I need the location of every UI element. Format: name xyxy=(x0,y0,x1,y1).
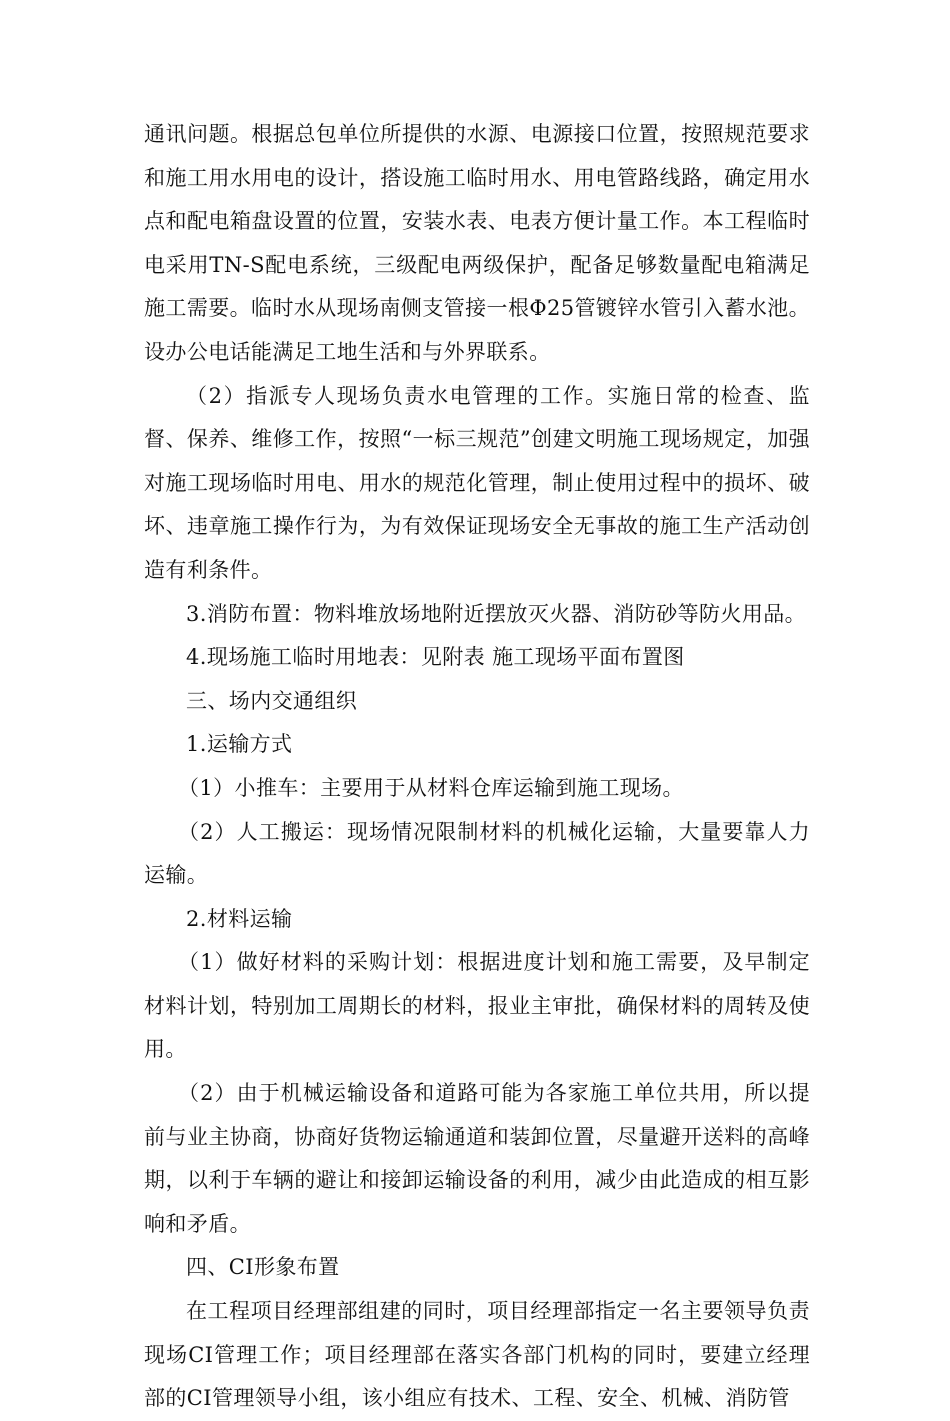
heading-transport-methods: 1.运输方式 xyxy=(186,732,293,757)
paragraph-manual-handling: （2）人工搬运：现场情况限制材料的机械化运输，大量要靠人力运输。 xyxy=(144,819,810,888)
paragraph-fire-protection: 3.消防布置：物料堆放场地附近摆放灭火器、消防砂等防火用品。 xyxy=(186,601,807,626)
paragraph-shared-equipment: （2）由于机械运输设备和道路可能为各家施工单位共用，所以提前与业主协商，协商好货物运输通道和装卸位置，尽量避开送料的高峰期，以利于车辆的避让和接卸运输设备的利用，减少由此造成的相互影响和矛盾。 xyxy=(144,1081,810,1236)
paragraph-procurement-plan: （1）做好材料的采购计划：根据进度计划和施工需要，及早制定材料计划，特别加工周期长的材料，报业主审批，确保材料的周转及使用。 xyxy=(144,950,810,1062)
heading-material-transport: 2.材料运输 xyxy=(186,906,293,931)
paragraph-water-electric-management: （2）指派专人现场负责水电管理的工作。实施日常的检查、监督、保养、维修工作，按照“一标三规范”创建文明施工现场规定，加强对施工现场临时用电、用水的规范化管理，制止使用过程中的损坏、破坏、违章施工操作行为，为有效保证现场安全无事故的施工生产活动创造有利条件。 xyxy=(144,383,810,582)
paragraph-temporary-land-use: 4.现场施工临时用地表：见附表 施工现场平面布置图 xyxy=(186,645,685,670)
paragraph-utilities-setup: 通讯问题。根据总包单位所提供的水源、电源接口位置，按照规范要求和施工用水用电的设计，搭设施工临时用水、用电管路线路，确定用水点和配电箱盘设置的位置，安装水表、电表方便计量工作。本工程临时电采用TN-S配电系统，三级配电两级保护，配备足够数量配电箱满足施工需要。临时水从现场南侧支管接一根Φ25管镀锌水管引入蓄水池。设办公电话能满足工地生活和与外界联系。 xyxy=(144,122,810,364)
paragraph-ci-management: 在工程项目经理部组建的同时，项目经理部指定一名主要领导负责现场CI管理工作；项目经理部在落实各部门机构的同时，要建立经理部的CI管理领导小组，该小组应有技术、工程、安全、机械、消防管 xyxy=(144,1299,810,1411)
document-body xyxy=(144,113,810,1421)
paragraph-handcart: （1）小推车：主要用于从材料仓库运输到施工现场。 xyxy=(178,775,684,800)
heading-site-traffic: 三、场内交通组织 xyxy=(186,688,358,713)
heading-ci-image: 四、CI形象布置 xyxy=(186,1255,340,1280)
